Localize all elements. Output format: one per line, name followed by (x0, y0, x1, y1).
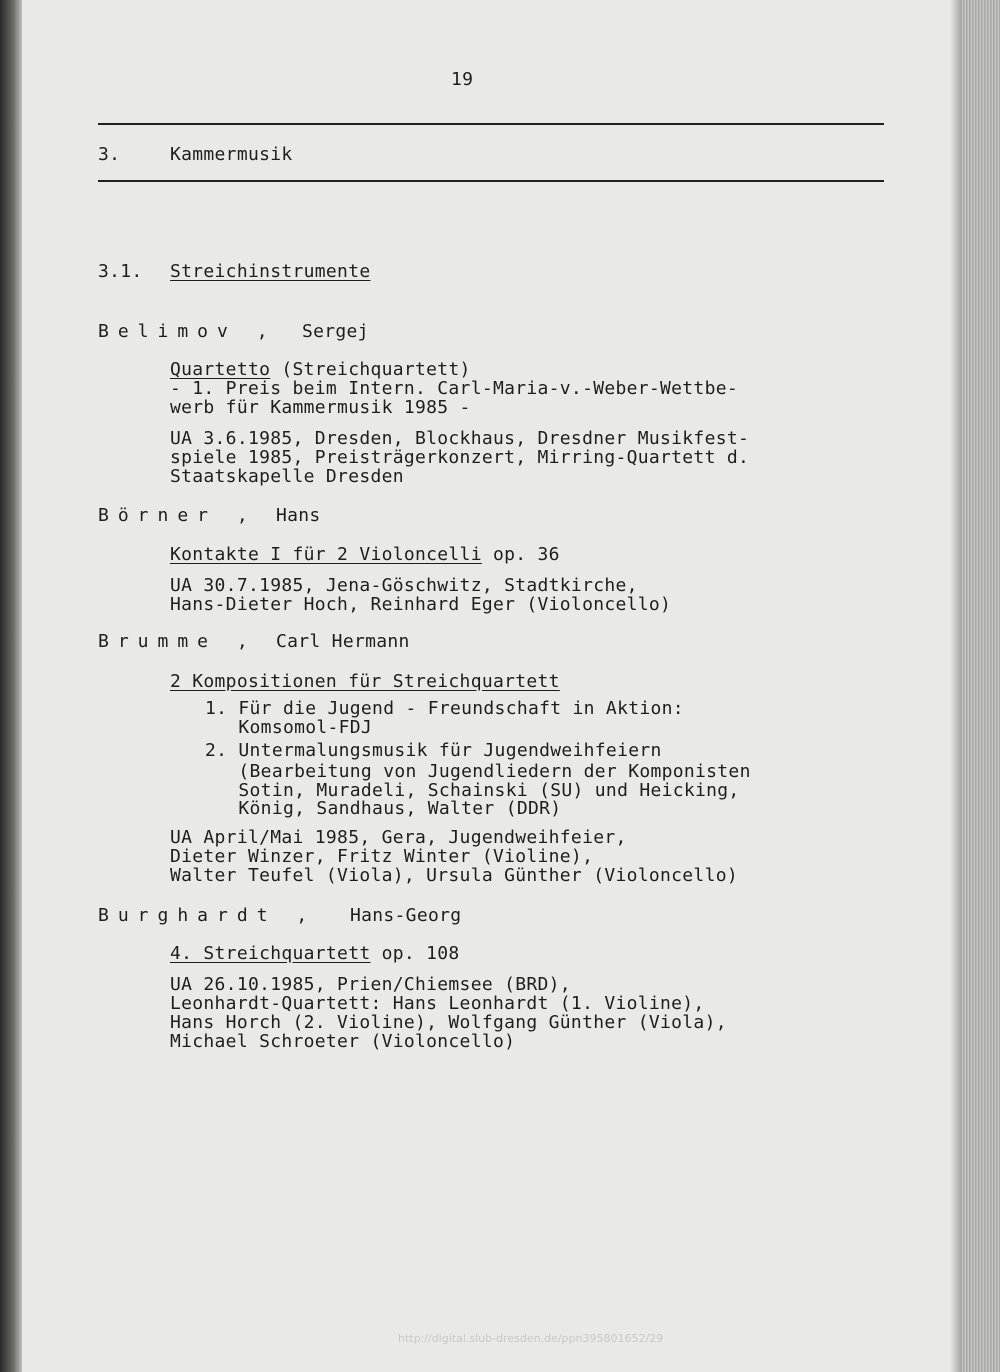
work-title: Quartetto (170, 359, 271, 380)
book-spine (0, 0, 22, 1372)
section-title: Streichinstrumente (170, 261, 371, 282)
premiere-line: UA 26.10.1985, Prien/Chiemsee (BRD), (170, 974, 571, 995)
premiere-line: spiele 1985, Preisträgerkonzert, Mirring-Quartett d. (170, 447, 750, 468)
premiere-line: Michael Schroeter (Violoncello) (170, 1031, 516, 1052)
chapter-title: Kammermusik (170, 144, 293, 165)
work-description-line: - 1. Preis beim Intern. Carl-Maria-v.-Weber-Wettbe- (170, 378, 738, 399)
composer-surname: Belimov , (98, 321, 277, 342)
work-title: Kontakte I für 2 Violoncelli (170, 544, 482, 565)
premiere-line: Dieter Winzer, Fritz Winter (Violine), (170, 846, 594, 867)
premiere-line: Hans-Dieter Hoch, Reinhard Eger (Violoncello) (170, 594, 672, 615)
work-line (170, 360, 471, 379)
composer-firstname: Sergej (302, 321, 369, 342)
premiere-line: Hans Horch (2. Violine), Wolfgang Günther (Viola), (170, 1012, 727, 1033)
work-title: 4. Streichquartett (170, 943, 371, 964)
premiere-line: UA 3.6.1985, Dresden, Blockhaus, Dresdner Musikfest- (170, 428, 750, 449)
work-note: op. 36 (481, 544, 560, 565)
work-title: 2 Kompositionen für Streichquartett (170, 671, 560, 692)
header-rule-bottom (98, 180, 884, 182)
composer-firstname: Hans-Georg (350, 905, 462, 926)
work-description-line: werb für Kammermusik 1985 - (170, 397, 471, 418)
composer-firstname: Hans (276, 505, 321, 526)
premiere-line: Staatskapelle Dresden (170, 466, 404, 487)
composer-surname: Brumme , (98, 631, 257, 652)
composer-firstname: Carl Hermann (276, 631, 410, 652)
chapter-number: 3. (98, 144, 121, 165)
work-line (170, 944, 460, 963)
source-url: http://digital.slub-dresden.de/ppn395801652/29 (398, 1332, 664, 1345)
work-item-line: König, Sandhaus, Walter (DDR) (205, 798, 562, 819)
work-item-line: (Bearbeitung von Jugendliedern der Komponisten (205, 761, 751, 782)
premiere-line: Walter Teufel (Viola), Ursula Günther (Violoncello) (170, 865, 738, 886)
composer-surname: Burghardt , (98, 905, 317, 926)
work-note: op. 108 (370, 943, 460, 964)
section-number: 3.1. (98, 261, 143, 282)
work-item-line: 2. Untermalungsmusik für Jugendweihfeiern (205, 740, 662, 761)
work-item-line: 1. Für die Jugend - Freundschaft in Aktion: (205, 698, 684, 719)
page-number: 19 (451, 69, 474, 90)
work-note: (Streichquartett) (270, 359, 471, 380)
premiere-line: UA April/Mai 1985, Gera, Jugendweihfeier, (170, 827, 627, 848)
premiere-line: Leonhardt-Quartett: Hans Leonhardt (1. Violine), (170, 993, 705, 1014)
work-item-line: Sotin, Muradeli, Schainski (SU) und Heicking, (205, 780, 740, 801)
composer-surname: Börner , (98, 505, 257, 526)
work-item-line: Komsomol-FDJ (205, 717, 373, 738)
book-page-edges (962, 0, 1000, 1372)
premiere-line: UA 30.7.1985, Jena-Göschwitz, Stadtkirche, (170, 575, 638, 596)
work-line (170, 545, 560, 564)
header-rule-top (98, 123, 884, 125)
